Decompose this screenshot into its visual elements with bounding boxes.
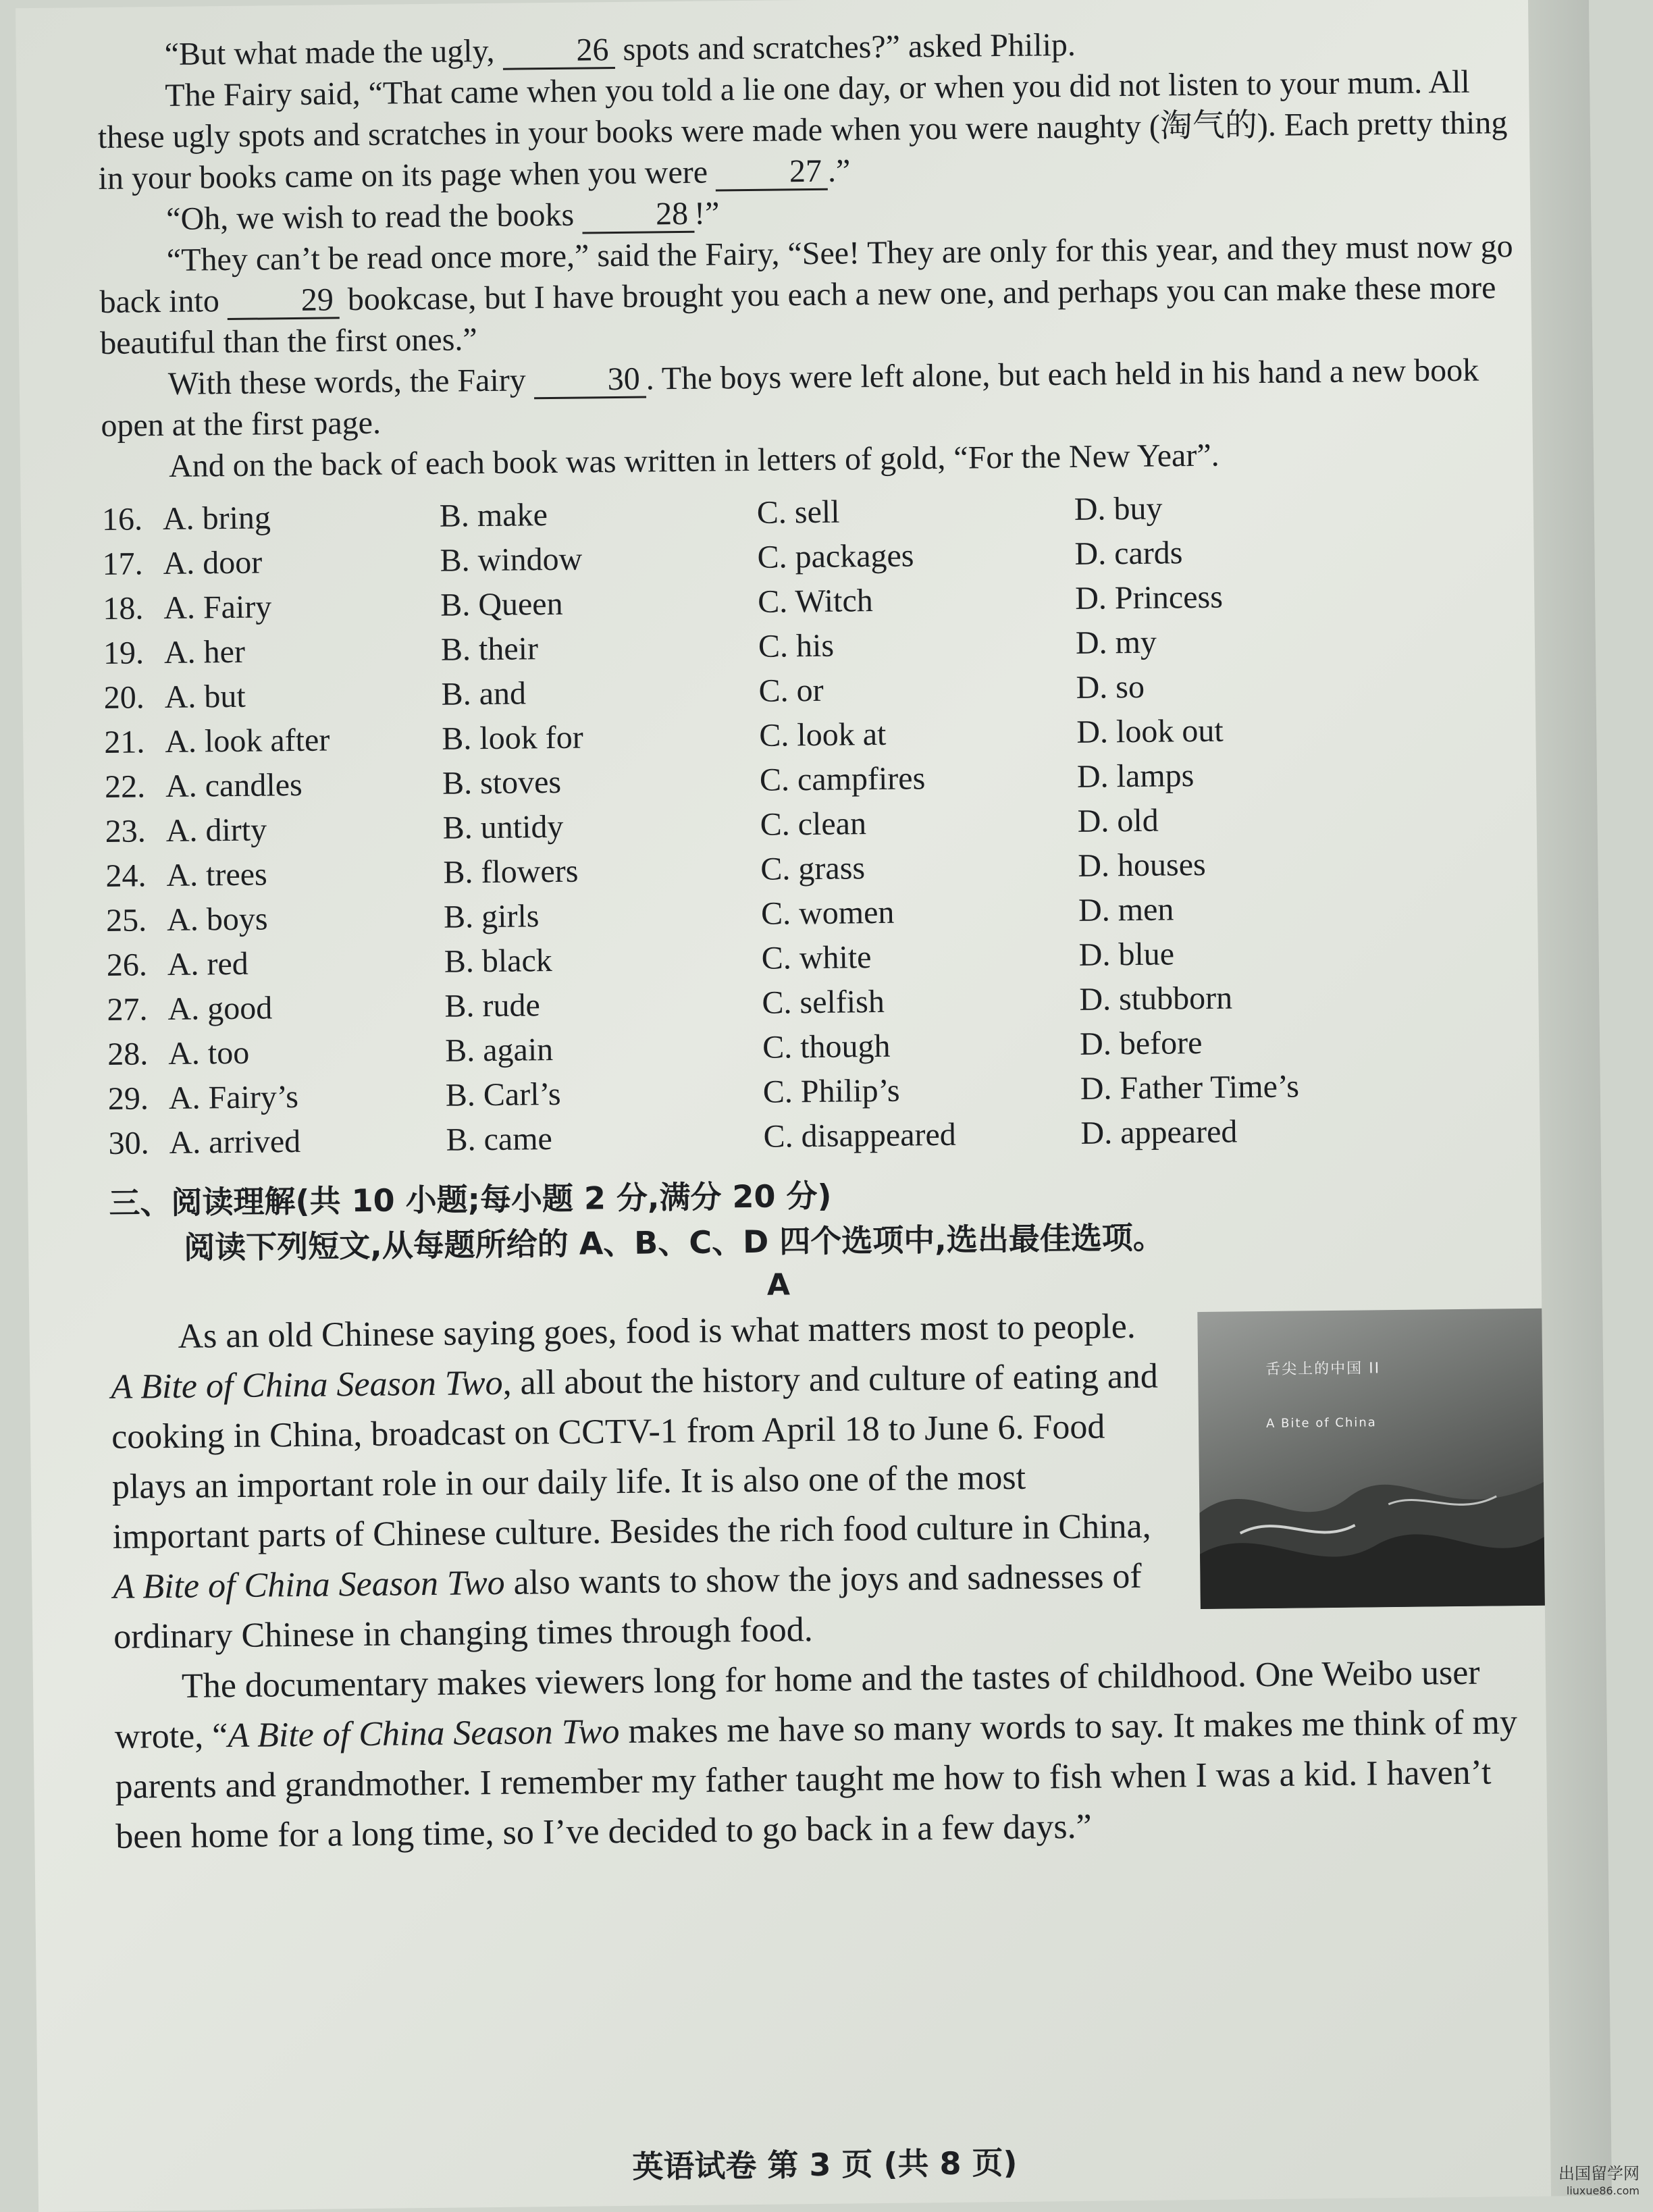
cloze-paragraph: [100, 349, 1532, 446]
option-text: C. campfires: [760, 760, 926, 798]
option-text: B. Queen: [440, 585, 563, 623]
option-text: B. again: [445, 1032, 554, 1069]
option-c: [760, 845, 1078, 889]
option-text: D. blue: [1078, 936, 1174, 972]
option-text: D. old: [1077, 802, 1159, 839]
option-b: [446, 1071, 764, 1115]
option-d: [1079, 975, 1458, 1020]
option-text: A. good: [167, 990, 272, 1027]
option-text: A. her: [164, 633, 246, 670]
question-number: 24.: [105, 855, 167, 897]
question-number: 18.: [103, 587, 164, 629]
option-d: [1074, 485, 1453, 530]
page-edge-shadow: [1528, 0, 1612, 2196]
option-text: A. look after: [165, 722, 330, 760]
option-text: A. boys: [167, 901, 268, 938]
cloze-text: The Fairy said, “That came when you told a lie one day, or when you did not listen to your mum. All these ugly spots and scratches in your books were made when you were naughty (淘气的). Each pretty thing in your books came on its page when you were: [98, 64, 1508, 196]
option-b: [440, 492, 758, 536]
cloze-text: With these words, the Fairy: [168, 362, 534, 402]
option-text: B. Carl’s: [446, 1076, 561, 1113]
option-text: D. Princess: [1075, 579, 1223, 616]
documentary-title: A Bite of China Season Two: [228, 1712, 620, 1755]
option-text: D. cards: [1074, 535, 1182, 572]
option-text: B. girls: [444, 898, 540, 934]
option-text: A. bring: [163, 500, 271, 537]
option-d: [1080, 1064, 1459, 1109]
option-text: C. disappeared: [763, 1116, 956, 1154]
option-text: B. look for: [442, 719, 583, 756]
passage-text: makes me have so many words to say. It makes me think of my parents and grandmother. I remember my father taught me how to fish when I was a kid. I haven’t been home for a long time, so I’ve decided to go back in a few days.”: [115, 1703, 1517, 1856]
watermark-url: liuxue86.com: [1558, 2182, 1639, 2200]
option-a: [103, 584, 441, 629]
cloze-blank: 30: [533, 363, 646, 400]
question-number: 30.: [108, 1122, 169, 1163]
option-text: A. door: [163, 544, 262, 581]
option-text: C. grass: [760, 850, 865, 887]
option-d: [1078, 841, 1457, 887]
option-a: [105, 762, 443, 807]
option-text: C. Witch: [758, 583, 873, 620]
page-content: [97, 20, 1547, 1862]
question-number: 22.: [105, 766, 166, 808]
option-text: B. flowers: [443, 853, 579, 890]
option-text: A. Fairy’s: [169, 1078, 299, 1115]
cloze-text: spots and scratches?” asked Philip.: [614, 27, 1076, 68]
option-b: [440, 536, 758, 581]
option-c: [760, 756, 1078, 800]
option-a: [108, 1119, 446, 1163]
exam-page: [16, 0, 1612, 2212]
option-text: A. candles: [165, 766, 303, 804]
passage-text: The documentary makes viewers long for home and the tastes of childhood. One Weibo user wrote, “: [114, 1654, 1479, 1756]
option-text: D. appeared: [1080, 1113, 1237, 1151]
cloze-blank: 28: [582, 197, 695, 234]
option-c: [760, 800, 1078, 845]
option-text: C. or: [758, 672, 824, 708]
option-b: [442, 759, 760, 804]
option-text: D. buy: [1074, 490, 1163, 527]
option-text: D. lamps: [1077, 758, 1195, 795]
option-text: B. untidy: [442, 808, 563, 845]
option-b: [440, 581, 758, 625]
option-text: A. arrived: [169, 1123, 300, 1160]
option-c: [761, 934, 1079, 978]
cloze-text: . The boys were left alone, but each held in his hand a new book open at the first page.: [101, 352, 1479, 444]
option-d: [1075, 574, 1454, 619]
question-number: 26.: [106, 944, 167, 986]
option-d: [1077, 797, 1456, 842]
question-number: 27.: [107, 989, 168, 1030]
cloze-text: And on the back of each book was written in letters of gold, “For the New Year”.: [169, 438, 1219, 484]
option-text: C. his: [758, 627, 835, 664]
watermark-name: 出国留学网: [1558, 2165, 1639, 2182]
documentary-poster-image: [1197, 1309, 1545, 1609]
option-text: D. before: [1080, 1024, 1203, 1061]
option-c: [762, 1023, 1080, 1068]
option-text: C. packages: [757, 537, 914, 575]
option-a: [105, 851, 444, 896]
option-text: D. men: [1078, 891, 1174, 928]
question-number: 29.: [108, 1078, 169, 1120]
option-b: [442, 804, 760, 848]
option-text: C. white: [761, 939, 871, 976]
option-text: A. too: [168, 1034, 250, 1071]
question-number: 17.: [102, 543, 163, 585]
option-a: [106, 896, 444, 941]
option-text: C. look at: [759, 716, 887, 753]
option-text: C. clean: [760, 806, 866, 843]
option-c: [763, 1112, 1081, 1157]
option-b: [445, 1026, 763, 1071]
option-text: B. make: [440, 497, 548, 534]
passage-text: also wants to show the joys and sadnesses of ordinary Chinese in changing times through food.: [113, 1557, 1142, 1656]
cloze-paragraph: [97, 61, 1530, 199]
documentary-title: A Bite of China Season Two: [113, 1564, 505, 1606]
option-c: [761, 889, 1079, 934]
passage-text: As an old Chinese saying goes, food is what matters most to people.: [178, 1307, 1136, 1356]
option-b: [441, 625, 759, 670]
cloze-text: .”: [828, 153, 851, 188]
option-text: D. stubborn: [1079, 980, 1232, 1017]
site-watermark: [1558, 2165, 1639, 2200]
question-number: 16.: [102, 498, 163, 540]
cloze-blank: 26: [502, 33, 615, 70]
option-c: [758, 577, 1076, 622]
option-c: [763, 1068, 1081, 1112]
option-text: C. sell: [757, 494, 840, 530]
cloze-blank: 27: [716, 155, 829, 192]
cloze-text: !”: [694, 195, 720, 231]
option-c: [757, 488, 1075, 533]
option-text: D. houses: [1078, 846, 1206, 883]
option-c: [758, 666, 1076, 711]
option-text: A. trees: [166, 856, 267, 893]
option-text: B. window: [440, 541, 582, 578]
option-a: [104, 718, 442, 762]
cloze-paragraph: [99, 226, 1532, 364]
option-b: [444, 937, 762, 982]
option-d: [1076, 708, 1455, 753]
option-text: C. women: [761, 894, 895, 931]
option-b: [444, 893, 762, 937]
section-title: 三、阅读理解(共 10 小题;每小题 2 分,满分 20 分): [109, 1167, 1541, 1225]
option-text: D. look out: [1076, 712, 1224, 749]
option-text: D. so: [1076, 668, 1145, 705]
option-text: D. my: [1076, 624, 1157, 660]
question-number: 25.: [106, 899, 167, 941]
question-number: 19.: [103, 632, 165, 674]
cloze-passage: [97, 20, 1533, 488]
question-number: 23.: [105, 810, 166, 852]
option-text: A. dirty: [165, 812, 267, 849]
poster-title: 舌尖上的中国 II: [1265, 1344, 1381, 1395]
question-number: 21.: [104, 721, 165, 763]
option-a: [108, 1074, 446, 1119]
passage-paragraph: [114, 1648, 1548, 1862]
documentary-title: A Bite of China Season Two: [111, 1364, 503, 1406]
option-b: [443, 848, 761, 893]
reading-passage-a: [110, 1298, 1547, 1862]
cloze-text: “They can’t be read once more,” said the Fairy, “See! They are only for this year, and they must now go back into: [99, 228, 1513, 320]
option-c: [762, 978, 1080, 1023]
part-heading: A: [16, 1257, 1542, 1314]
option-a: [102, 539, 440, 584]
option-d: [1076, 618, 1454, 664]
option-a: [103, 629, 442, 673]
option-a: [107, 1030, 446, 1074]
question-number: 20.: [103, 677, 165, 718]
option-text: B. their: [441, 631, 539, 668]
option-b: [442, 714, 760, 759]
cloze-text: “But what made the ugly,: [164, 33, 502, 72]
option-text: B. rude: [444, 987, 540, 1024]
option-d: [1074, 529, 1453, 575]
cloze-options: [102, 482, 1540, 1165]
option-c: [758, 622, 1076, 666]
option-d: [1077, 752, 1456, 797]
option-c: [757, 533, 1075, 577]
section-instruction: 阅读下列短文,从每题所给的 A、B、C、D 四个选项中,选出最佳选项。: [109, 1210, 1542, 1272]
option-text: B. came: [446, 1121, 552, 1158]
option-text: D. Father Time’s: [1080, 1068, 1300, 1106]
cloze-text: “Oh, we wish to read the books: [166, 197, 582, 237]
question-number: 28.: [107, 1033, 169, 1075]
passage-text: , all about the history and culture of eating and cooking in China, broadcast on CCTV-1 from April 18 to June 6. Food plays an important role in our daily life. It is also one of the most important parts of Chinese culture. Besides the rich food culture in China,: [111, 1357, 1158, 1556]
option-text: C. though: [762, 1028, 891, 1065]
option-text: A. red: [167, 945, 249, 982]
option-b: [444, 982, 762, 1026]
option-d: [1080, 1020, 1459, 1065]
page-footer: 英语试卷 第 3 页 (共 8 页): [38, 2132, 1612, 2193]
option-d: [1080, 1108, 1459, 1153]
option-text: C. Philip’s: [763, 1072, 900, 1109]
option-text: B. stoves: [442, 764, 562, 801]
wave-illustration: [1199, 1427, 1545, 1609]
poster-subtitle: A Bite of China: [1266, 1398, 1382, 1449]
cloze-blank: 29: [228, 283, 340, 320]
option-text: B. and: [441, 675, 526, 712]
option-text: B. black: [444, 943, 553, 980]
option-a: [106, 941, 444, 985]
option-a: [105, 807, 443, 851]
option-text: C. selfish: [762, 983, 885, 1020]
option-d: [1078, 886, 1457, 931]
option-a: [103, 673, 442, 718]
option-d: [1076, 663, 1454, 708]
option-text: A. Fairy: [163, 589, 272, 626]
option-a: [102, 495, 440, 539]
option-b: [441, 670, 759, 714]
option-c: [759, 711, 1077, 756]
cloze-text: bookcase, but I have brought you each a new one, and perhaps you can make these more beautiful than the first ones.”: [100, 269, 1496, 361]
option-b: [446, 1115, 764, 1160]
option-d: [1078, 930, 1457, 976]
option-a: [107, 985, 445, 1030]
option-text: A. but: [164, 678, 246, 714]
